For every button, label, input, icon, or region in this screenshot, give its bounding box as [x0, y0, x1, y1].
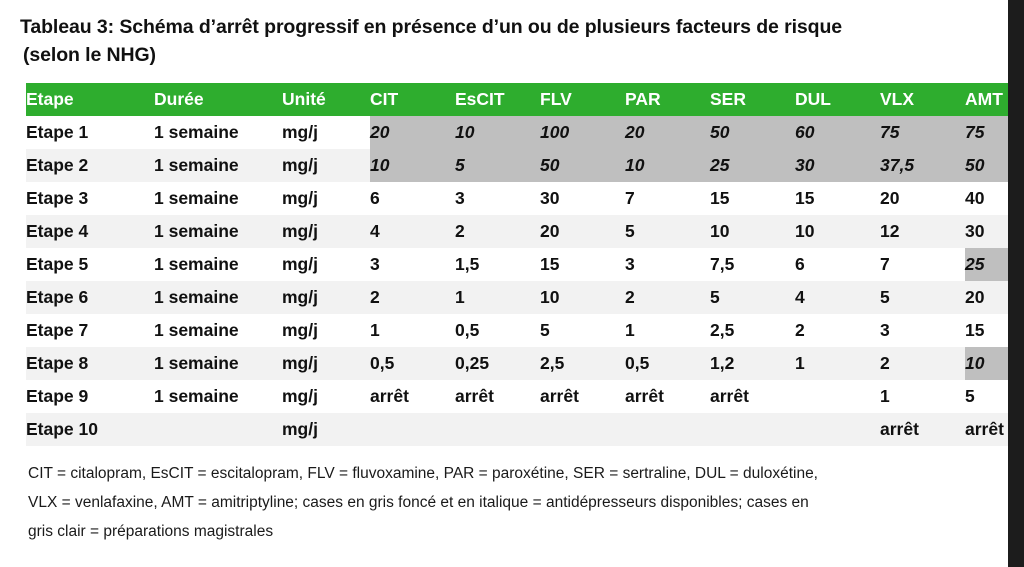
- cell-unite: mg/j: [282, 281, 370, 314]
- cell-etape: Etape 3: [26, 182, 154, 215]
- cell-dul: 10: [795, 215, 880, 248]
- cell-escit: 3: [455, 182, 540, 215]
- header-etape: Etape: [26, 83, 154, 116]
- cell-etape: Etape 7: [26, 314, 154, 347]
- cell-cit: 20: [370, 116, 455, 149]
- footnote-line-3: gris clair = préparations magistrales: [28, 522, 274, 540]
- table-title-line-2: (selon le NHG): [23, 43, 156, 66]
- cell-duree: 1 semaine: [154, 347, 282, 380]
- header-ser: SER: [710, 83, 795, 116]
- table-row: [26, 149, 1024, 182]
- cell-ser: 1,2: [710, 347, 795, 380]
- cell-par: 20: [625, 116, 710, 149]
- cell-dul: 1: [795, 347, 880, 380]
- cell-vlx: 20: [880, 182, 965, 215]
- cell-par: 1: [625, 314, 710, 347]
- cell-cit: 2: [370, 281, 455, 314]
- table-header-row: [26, 83, 1024, 116]
- table-title-line-1: Tableau 3: Schéma d’arrêt progressif en présence d’un ou de plusieurs facteurs de risque: [20, 16, 843, 38]
- cell-dul: [795, 380, 880, 413]
- table-row: [26, 413, 1024, 446]
- cell-par: 2: [625, 281, 710, 314]
- cell-flv: 10: [540, 281, 625, 314]
- cell-vlx: 2: [880, 347, 965, 380]
- table-row: [26, 347, 1024, 380]
- cell-amt: 20: [965, 281, 1024, 314]
- cell-flv: 15: [540, 248, 625, 281]
- cell-escit: 2: [455, 215, 540, 248]
- cell-cit: 6: [370, 182, 455, 215]
- table-row: [26, 380, 1024, 413]
- cell-escit: 5: [455, 149, 540, 182]
- cell-cit: 3: [370, 248, 455, 281]
- header-amt: AMT: [965, 83, 1024, 116]
- cell-par: arrêt: [625, 380, 710, 413]
- cell-flv: [540, 413, 625, 446]
- cell-amt: 10: [965, 347, 1024, 380]
- table-row: [26, 215, 1024, 248]
- cell-escit: 1,5: [455, 248, 540, 281]
- cell-ser: 2,5: [710, 314, 795, 347]
- header-unite: Unité: [282, 83, 370, 116]
- cell-amt: 15: [965, 314, 1024, 347]
- cell-vlx: 5: [880, 281, 965, 314]
- cell-duree: 1 semaine: [154, 248, 282, 281]
- header-flv: FLV: [540, 83, 625, 116]
- table-row: [26, 116, 1024, 149]
- footnote-line-2: VLX = venlafaxine, AMT = amitriptyline; cases en gris foncé et en italique = antidépresseurs disponibles; cases en: [28, 494, 809, 512]
- cell-ser: 7,5: [710, 248, 795, 281]
- cell-cit: 0,5: [370, 347, 455, 380]
- cell-ser: 15: [710, 182, 795, 215]
- cell-flv: 5: [540, 314, 625, 347]
- cell-duree: 1 semaine: [154, 281, 282, 314]
- cell-unite: mg/j: [282, 182, 370, 215]
- cell-vlx: arrêt: [880, 413, 965, 446]
- footnote-line-1: CIT = citalopram, EsCIT = escitalopram, FLV = fluvoxamine, PAR = paroxétine, SER = sertraline, DUL = duloxétine,: [28, 465, 818, 483]
- cell-unite: mg/j: [282, 248, 370, 281]
- cell-flv: 50: [540, 149, 625, 182]
- cell-par: 3: [625, 248, 710, 281]
- cell-duree: [154, 413, 282, 446]
- cell-escit: 0,25: [455, 347, 540, 380]
- cell-ser: 25: [710, 149, 795, 182]
- cell-flv: 20: [540, 215, 625, 248]
- cell-duree: 1 semaine: [154, 116, 282, 149]
- cell-etape: Etape 1: [26, 116, 154, 149]
- cell-dul: 60: [795, 116, 880, 149]
- cell-ser: arrêt: [710, 380, 795, 413]
- cell-dul: 2: [795, 314, 880, 347]
- cell-escit: arrêt: [455, 380, 540, 413]
- cell-etape: Etape 9: [26, 380, 154, 413]
- tapering-schedule-table: [26, 83, 1024, 446]
- cell-flv: 30: [540, 182, 625, 215]
- header-duree: Durée: [154, 83, 282, 116]
- cell-vlx: 7: [880, 248, 965, 281]
- cell-dul: 15: [795, 182, 880, 215]
- cell-duree: 1 semaine: [154, 380, 282, 413]
- cell-duree: 1 semaine: [154, 149, 282, 182]
- cell-dul: 4: [795, 281, 880, 314]
- table-title: [20, 14, 992, 69]
- cell-ser: 10: [710, 215, 795, 248]
- cell-vlx: 12: [880, 215, 965, 248]
- cell-etape: Etape 2: [26, 149, 154, 182]
- page-right-margin: [1008, 0, 1024, 567]
- cell-par: 10: [625, 149, 710, 182]
- cell-duree: 1 semaine: [154, 314, 282, 347]
- cell-vlx: 37,5: [880, 149, 965, 182]
- cell-escit: [455, 413, 540, 446]
- header-escit: EsCIT: [455, 83, 540, 116]
- cell-etape: Etape 8: [26, 347, 154, 380]
- cell-unite: mg/j: [282, 413, 370, 446]
- cell-etape: Etape 10: [26, 413, 154, 446]
- cell-cit: arrêt: [370, 380, 455, 413]
- cell-dul: [795, 413, 880, 446]
- header-dul: DUL: [795, 83, 880, 116]
- table-footnote: [28, 460, 968, 546]
- table-row: [26, 182, 1024, 215]
- cell-ser: 5: [710, 281, 795, 314]
- cell-escit: 10: [455, 116, 540, 149]
- cell-amt: 50: [965, 149, 1024, 182]
- cell-unite: mg/j: [282, 215, 370, 248]
- cell-amt: arrêt: [965, 413, 1024, 446]
- cell-etape: Etape 4: [26, 215, 154, 248]
- header-cit: CIT: [370, 83, 455, 116]
- table-row: [26, 314, 1024, 347]
- cell-escit: 1: [455, 281, 540, 314]
- cell-duree: 1 semaine: [154, 182, 282, 215]
- cell-unite: mg/j: [282, 380, 370, 413]
- cell-amt: 25: [965, 248, 1024, 281]
- cell-vlx: 75: [880, 116, 965, 149]
- cell-cit: 1: [370, 314, 455, 347]
- cell-amt: 75: [965, 116, 1024, 149]
- table-body: [26, 116, 1024, 446]
- cell-par: 7: [625, 182, 710, 215]
- cell-escit: 0,5: [455, 314, 540, 347]
- cell-etape: Etape 5: [26, 248, 154, 281]
- cell-vlx: 1: [880, 380, 965, 413]
- table-row: [26, 281, 1024, 314]
- cell-cit: 4: [370, 215, 455, 248]
- cell-dul: 6: [795, 248, 880, 281]
- cell-ser: [710, 413, 795, 446]
- cell-unite: mg/j: [282, 314, 370, 347]
- cell-unite: mg/j: [282, 149, 370, 182]
- cell-vlx: 3: [880, 314, 965, 347]
- cell-duree: 1 semaine: [154, 215, 282, 248]
- cell-unite: mg/j: [282, 116, 370, 149]
- cell-amt: 40: [965, 182, 1024, 215]
- cell-cit: 10: [370, 149, 455, 182]
- header-vlx: VLX: [880, 83, 965, 116]
- cell-flv: 2,5: [540, 347, 625, 380]
- cell-flv: arrêt: [540, 380, 625, 413]
- cell-etape: Etape 6: [26, 281, 154, 314]
- header-par: PAR: [625, 83, 710, 116]
- cell-par: [625, 413, 710, 446]
- cell-dul: 30: [795, 149, 880, 182]
- cell-par: 0,5: [625, 347, 710, 380]
- cell-amt: 5: [965, 380, 1024, 413]
- cell-unite: mg/j: [282, 347, 370, 380]
- cell-cit: [370, 413, 455, 446]
- cell-ser: 50: [710, 116, 795, 149]
- cell-flv: 100: [540, 116, 625, 149]
- cell-amt: 30: [965, 215, 1024, 248]
- table-row: [26, 248, 1024, 281]
- cell-par: 5: [625, 215, 710, 248]
